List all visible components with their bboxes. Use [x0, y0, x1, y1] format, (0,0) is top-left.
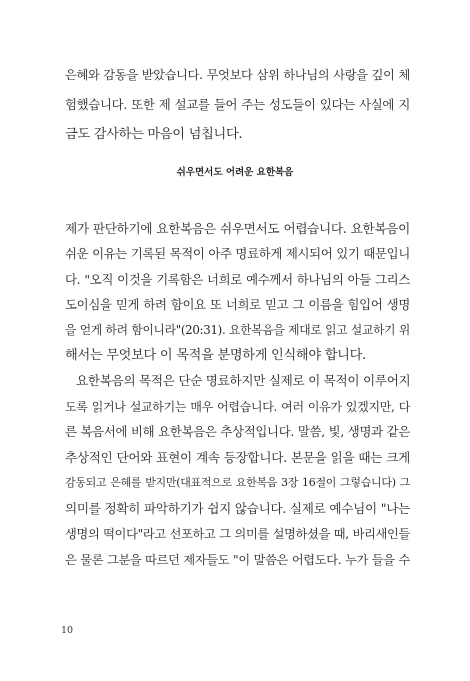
body-text-line: 의미를 정확히 파악하기가 쉽지 않습니다. 실제로 예수님이 "나는 — [65, 501, 410, 516]
body-text-line: 은혜와 감동을 받았습니다. 무엇보다 삼위 하나님의 사랑을 깊이 체 — [65, 68, 410, 82]
body-text-line: 추상적인 단어와 표현이 계속 등장합니다. 본문을 읽을 때는 크게 — [65, 450, 410, 465]
body-text-line: 생명의 떡이다"라고 선포하고 그 의미를 설명하셨을 때, 바리새인들 — [65, 527, 410, 541]
body-text-line: 쉬운 이유는 기록된 목적이 아주 명료하게 제시되어 있기 때문입니 — [65, 246, 410, 261]
body-text-line: 도록 읽거나 설교하기는 매우 어렵습니다. 여러 이유가 있겠지만, 다 — [65, 400, 410, 414]
body-text-line: 감동되고 은혜를 받지만(대표적으로 요한복음 3장 16절이 그렇습니다) 그 — [65, 476, 410, 489]
body-text-line: 은 물론 그분을 따르던 제자들도 "이 말씀은 어렵도다. 누가 들을 수 — [65, 553, 410, 567]
page-number: 10 — [61, 625, 74, 636]
body-text-line: 다. "오직 이것을 기록함은 너희로 예수께서 하나님의 아들 그리스 — [65, 272, 410, 287]
body-text-line: 해서는 무엇보다 이 목적을 분명하게 인식해야 합니다. — [65, 348, 366, 363]
body-text-line: 험했습니다. 또한 제 설교를 들어 주는 성도들이 있다는 사실에 지 — [65, 97, 410, 112]
body-text-line: 금도 감사하는 마음이 넘칩니다. — [65, 127, 243, 142]
section-heading: 쉬우면서도 어려운 요한복음 — [176, 167, 294, 178]
body-text-line: 도이심을 믿게 하려 함이요 또 너희로 믿고 그 이름을 힘입어 생명 — [65, 297, 410, 312]
body-text-line: 제가 판단하기에 요한복음은 쉬우면서도 어렵습니다. 요한복음이 — [65, 221, 410, 236]
body-text-line: 른 복음서에 비해 요한복음은 추상적입니다. 말씀, 빛, 생명과 같은 — [65, 424, 410, 439]
body-text-line: 요한복음의 목적은 단순 명료하지만 실제로 이 목적이 이루어지 — [76, 373, 411, 388]
body-text-line: 을 얻게 하려 함이니라"(20:31). 요한복음을 제대로 읽고 설교하기 위 — [65, 323, 410, 337]
